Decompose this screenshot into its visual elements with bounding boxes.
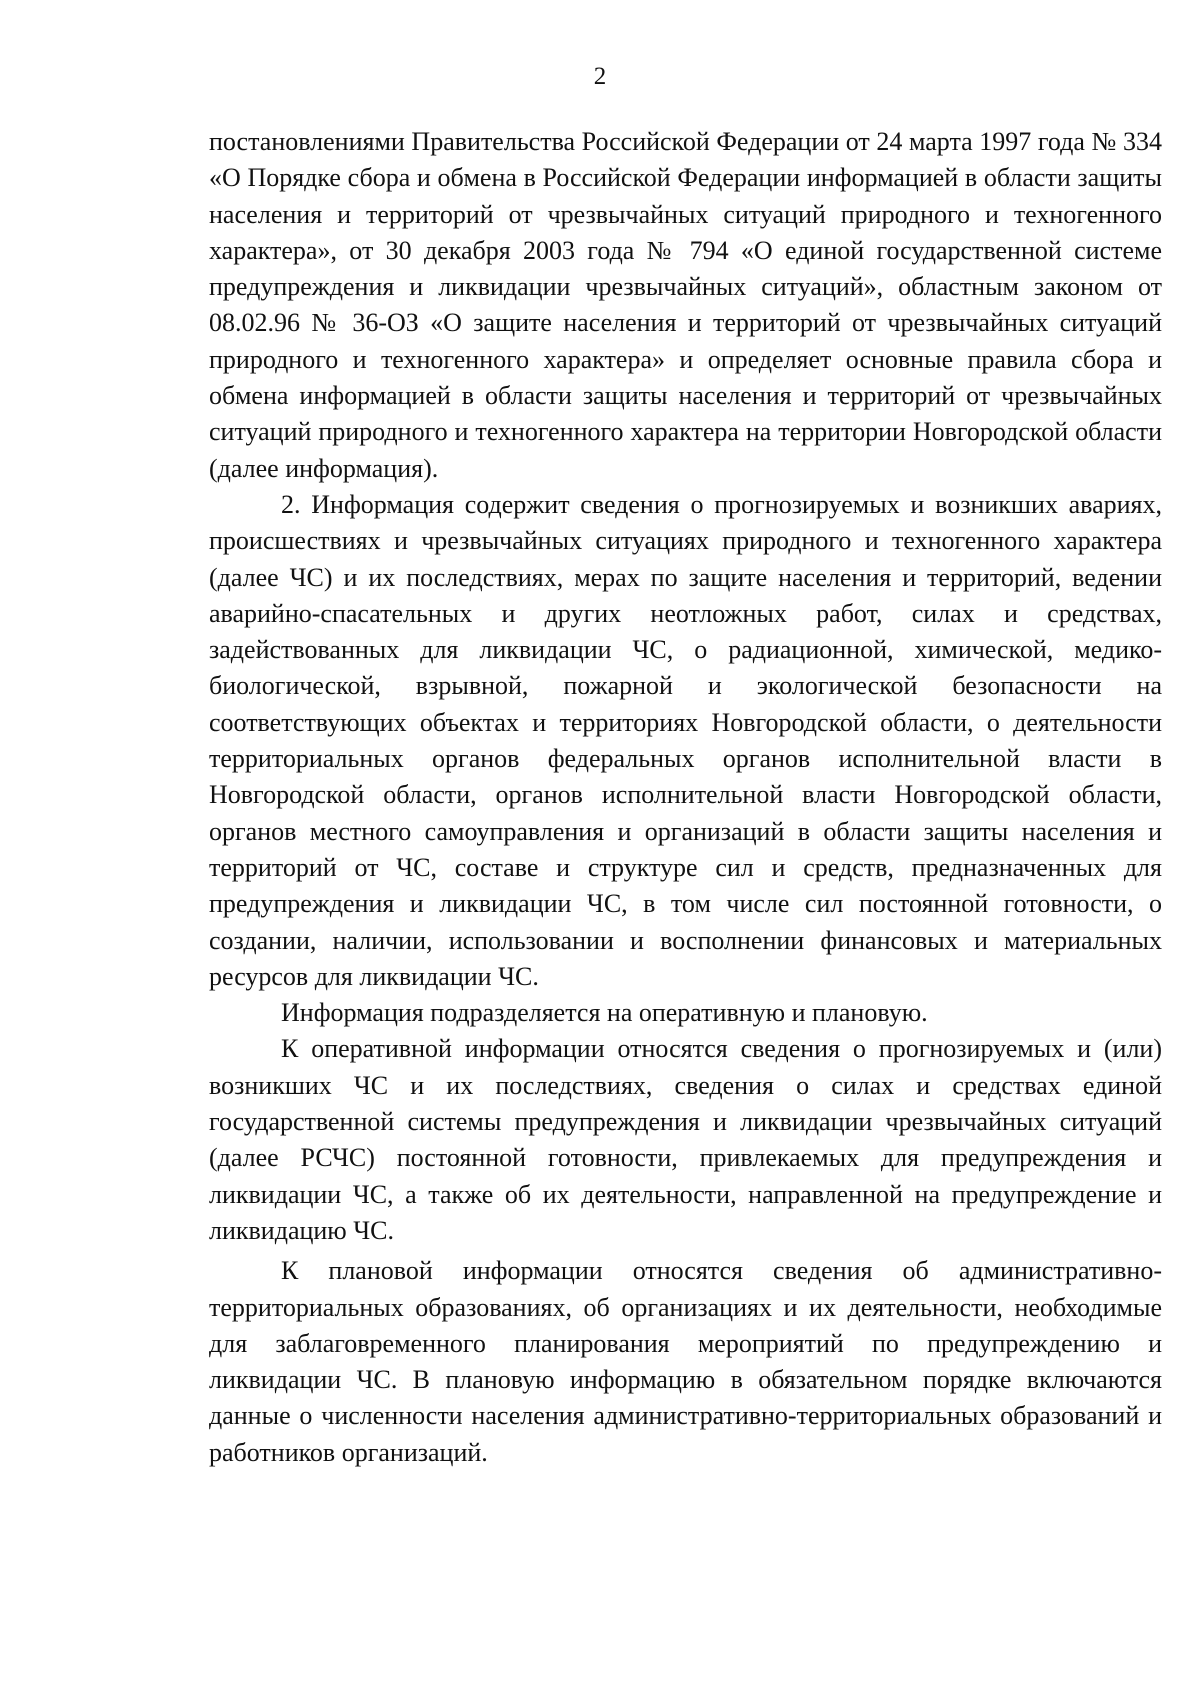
paragraph-operational-information: К оперативной информации относятся сведения о прогнозируемых и (или) возникших ЧС и их последствиях, сведения о силах и средствах единой государственной системы предупреждения и ликвидации чрезвычайных ситуаций (далее РСЧС) постоянной готовности, привлекаемых для предупреждения и ликвидации ЧС, а также об их деятельности, направленной на предупреждение и ликвидацию ЧС.	[209, 1034, 1162, 1245]
paragraph-information-content: 2. Информация содержит сведения о прогнозируемых и возникших авариях, происшествиях и чрезвычайных ситуациях природного и техногенного характера (далее ЧС) и их последствиях, мерах по защите населения и территорий, ведении аварийно-спасательных и других неотложных работ, силах и средствах, задействованных для ликвидации ЧС, о радиационной, химической, медико-биологической, взрывной, пожарной и экологической безопасности на соответствующих объектах и территориях Новгородской области, о деятельности территориальных органов федеральных органов исполнительной власти в Новгородской области, органов исполнительной власти Новгородской области, органов местного самоуправления и организаций в области защиты населения и территорий от ЧС, составе и структуре сил и средств, предназначенных для предупреждения и ликвидации ЧС, в том числе сил постоянной готовности, о создании, наличии, использовании и восполнении финансовых и материальных ресурсов для ликвидации ЧС.	[209, 489, 1162, 991]
paragraph-information-types: Информация подразделяется на оперативную и плановую.	[281, 998, 928, 1028]
paragraph-planned-information: К плановой информации относятся сведения об административно-территориальных образованиях, об организациях и их деятельности, необходимые для заблаговременного планирования мероприятий по предупреждению и ликвидации ЧС. В плановую информацию в обязательном порядке включаются данные о численности населения административно-территориальных образований и работников организаций.	[209, 1256, 1162, 1467]
page-number: 2	[593, 63, 607, 90]
paragraph-continuation: постановлениями Правительства Российской Федерации от 24 марта 1997 года № 334 «О Порядке сбора и обмена в Российской Федерации информацией в области защиты населения и территорий от чрезвычайных ситуаций природного и техногенного характера», от 30 декабря 2003 года № 794 «О единой государственной системе предупреждения и ликвидации чрезвычайных ситуаций», областным законом от 08.02.96 № 36-ОЗ «О защите населения и территорий от чрезвычайных ситуаций природного и техногенного характера» и определяет основные правила сбора и обмена информацией в области защиты населения и территорий от чрезвычайных ситуаций природного и техногенного характера на территории Новгородской области (далее информация).	[209, 127, 1162, 483]
document-body	[209, 124, 1162, 1471]
